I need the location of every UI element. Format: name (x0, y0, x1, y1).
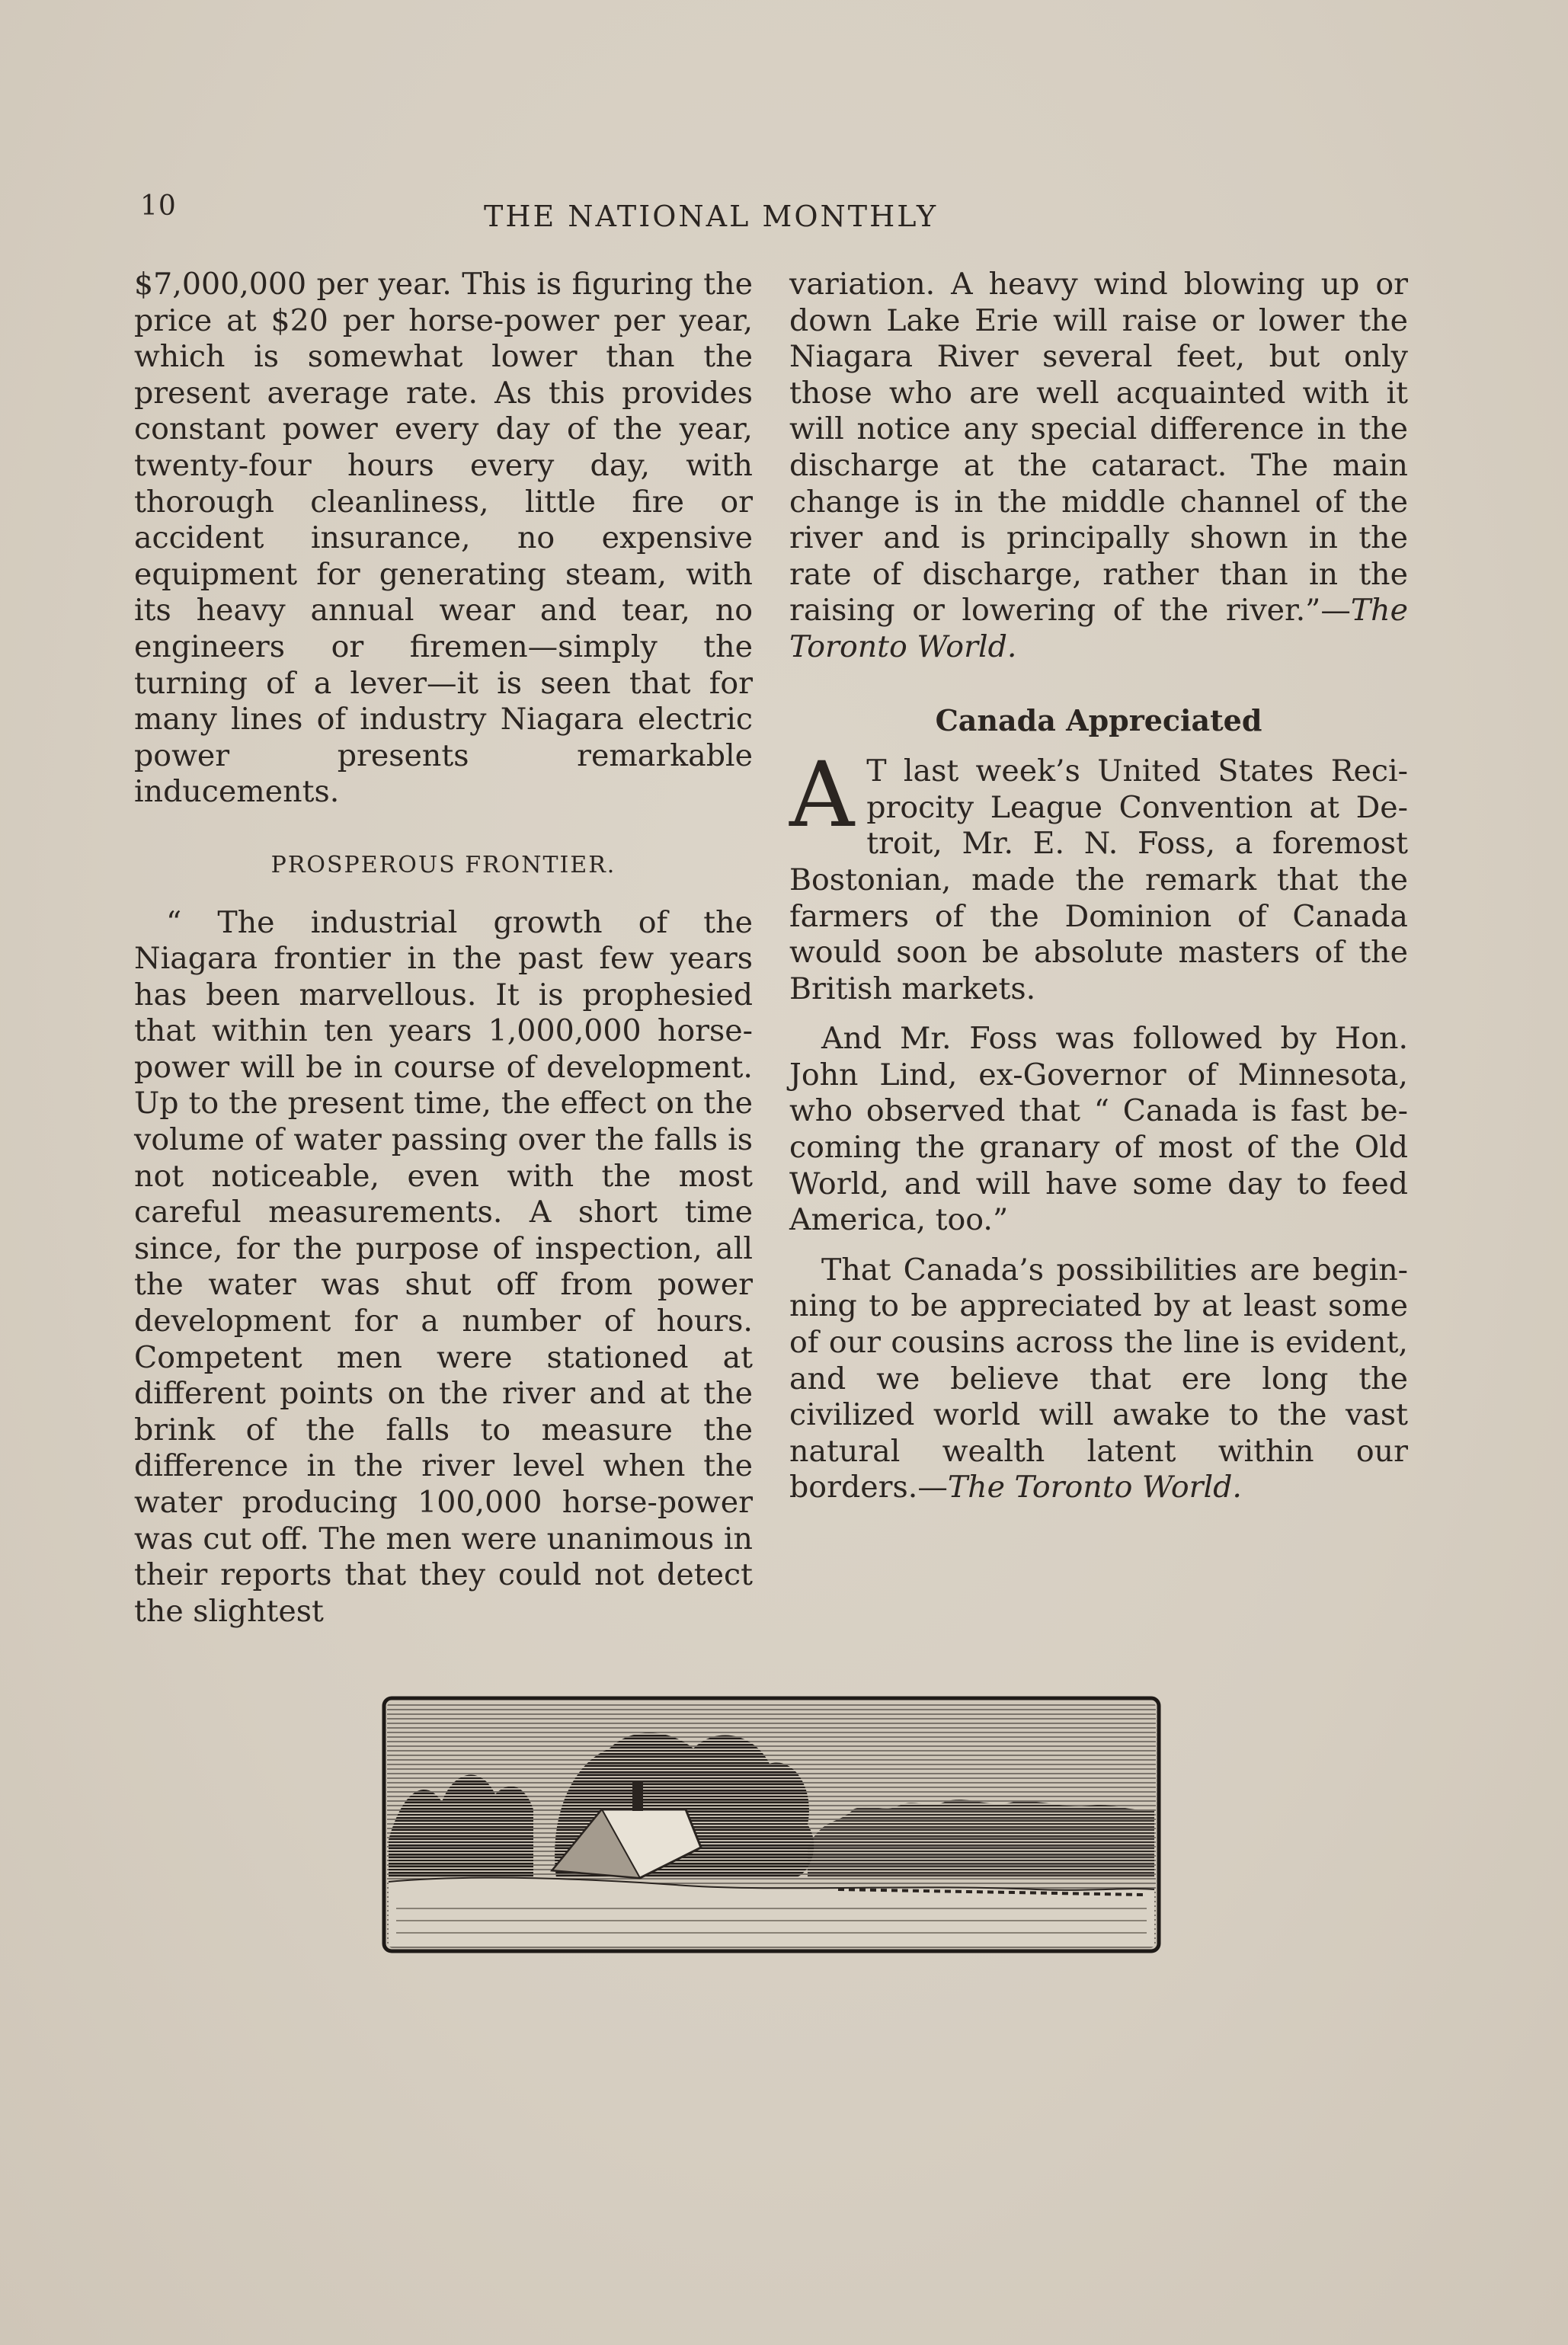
right-paragraph-1 (789, 267, 1408, 666)
winter-landscape-engraving-icon (381, 1695, 1162, 1954)
page-number: 10 (140, 190, 177, 222)
left-paragraph-1: $7,000,000 per year. This is figuring the price at $20 per horse-power per year, which is somewhat lower than the present average rate. As this provides constant power every day of the year, twenty-four hours every day, with thorough cleanliness, little fire or accident insurance, no expensive equipment for generating steam, with its heavy annual wear and tear, no engineers or firemen—simply the turning of a lever—it is seen that for many lines of industry Niagara electric power presents remarkable inducements. (134, 267, 753, 810)
left-column (134, 267, 753, 1630)
right-paragraph-1-text: variation. A heavy wind blowing up or down Lake Erie will raise or lower the Niagara River several feet, but only those who are well acquainted with it will notice any special difference in the discharge at the cataract. The main change is in the middle channel of the river and is principally shown in the rate of discharge, rather than in the raising or lowering of the river.”— (789, 267, 1408, 629)
section-heading-canada-appreciated: Canada Appreciated (935, 702, 1262, 737)
right-paragraph-2 (789, 742, 1408, 1007)
left-paragraph-2: “ The industrial growth of the Niagara frontier in the past few years has been marvellous. It is prophesied that within ten years 1,000,000 horse-power will be in course of development. Up to the present time, the effect on the volume of water passing over the falls is not noticeable, even with the most careful measurements. A short time since, for the purpose of inspection, all the water was shut off from power development for a number of hours. Competent men were stationed at different points on the river and at the brink of the falls to measure the difference in the river level when the water producing 100,000 horse-power was cut off. The men were unanimous in their reports that they could not detect the slightest (134, 904, 753, 1629)
right-paragraph-4-source: The Toronto World. (947, 1470, 1242, 1505)
right-paragraph-2-text: T last week’s United States Reciprocity League Convention at Detroit, Mr. E. N. Foss, a foremost Bostonian, made the remark that the farmers of the Dominion of Canada would soon be absolute masters of the British markets. (789, 753, 1408, 1006)
right-paragraph-3: And Mr. Foss was followed by Hon. John Lind, ex-Governor of Minnesota, who observed that “ Canada is fast becoming the granary of most of the Old World, and will have some day to feed America, too.” (789, 1021, 1408, 1238)
drop-cap: A (789, 742, 855, 848)
right-paragraph-4 (789, 1252, 1408, 1506)
right-column (789, 267, 1408, 1506)
right-paragraph-1-source: The Toronto World. (789, 593, 1408, 664)
right-paragraph-4-text: That Canada’s possibilities are beginning to be appreciated by at least some of our cousins across the line is evident, and we believe that ere long the civilized world will awake to the vast natural wealth latent within our borders.— (789, 1252, 1408, 1505)
running-head: THE NATIONAL MONTHLY (484, 200, 939, 233)
section-heading-prosperous-frontier: PROSPEROUS FRONTIER. (270, 851, 616, 878)
